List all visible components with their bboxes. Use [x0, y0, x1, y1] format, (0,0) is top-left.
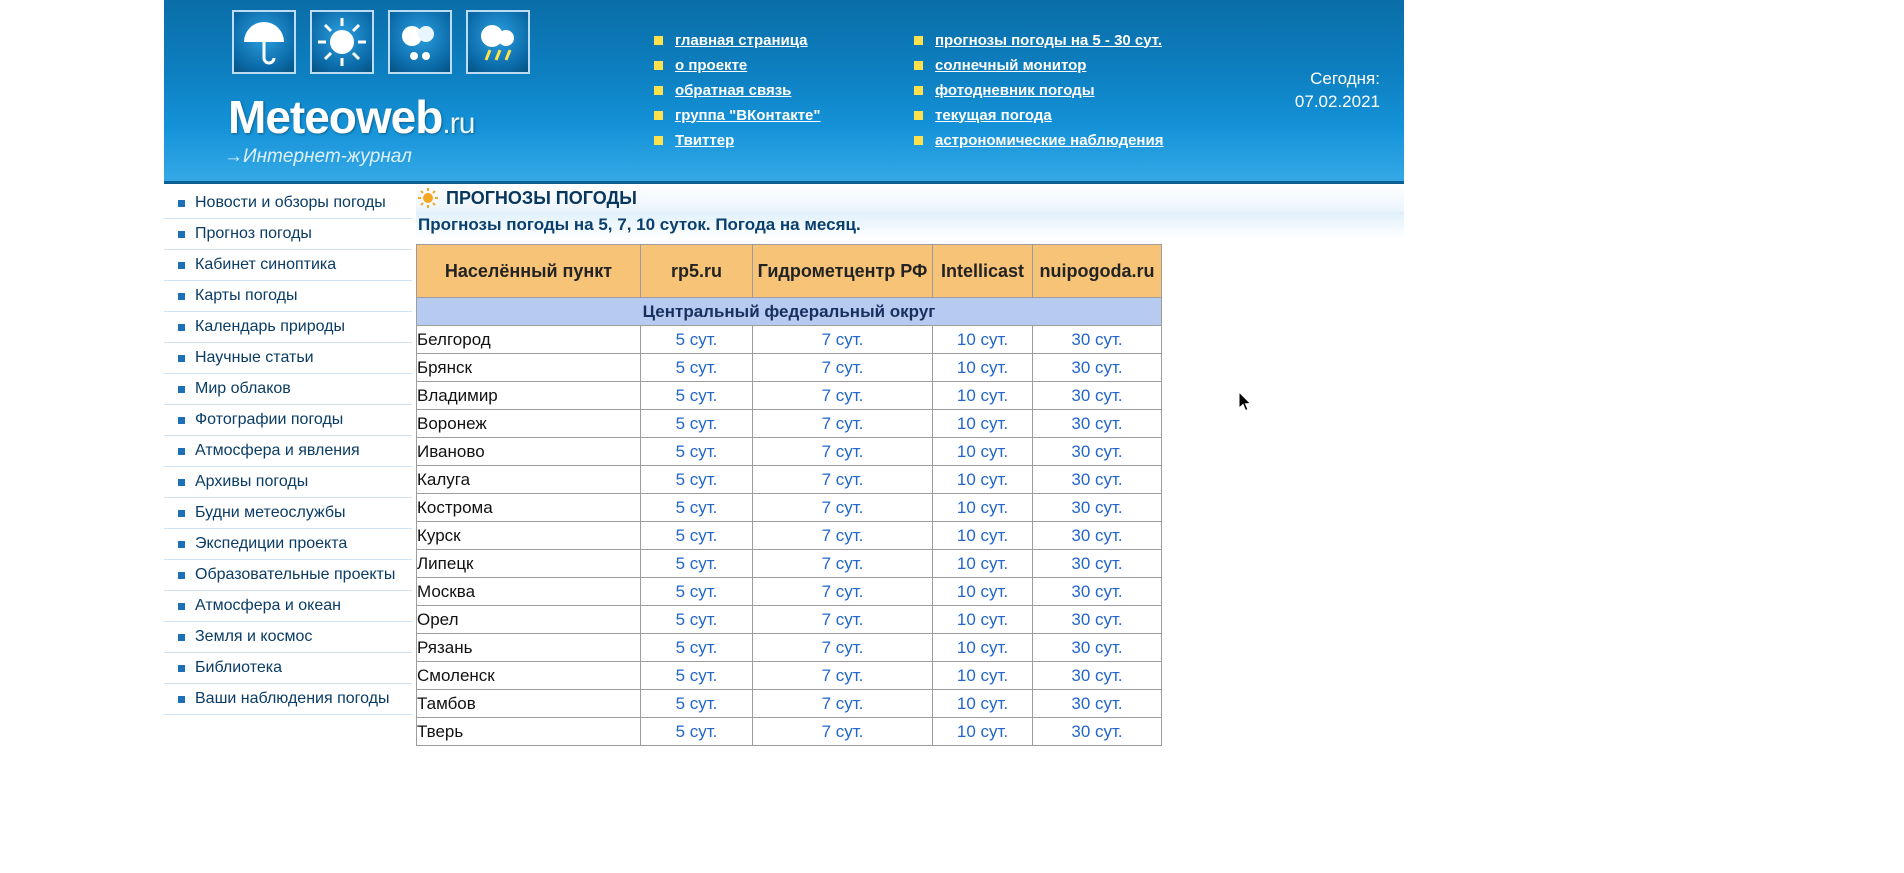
- forecast-link-5d[interactable]: 5 сут.: [675, 413, 718, 433]
- forecast-cell-hmc[interactable]: [753, 690, 933, 718]
- bullet-icon: [654, 111, 663, 120]
- forecast-cell-nuipogoda[interactable]: [1033, 550, 1162, 578]
- sidebar-item-label: Библиотека: [195, 659, 282, 676]
- table-row: [417, 718, 1162, 746]
- forecast-cell-hmc[interactable]: [753, 718, 933, 746]
- sidebar-item-label: Будни метеослужбы: [195, 504, 346, 521]
- city-name: Липецк: [417, 550, 641, 578]
- sidebar-item-earth-space[interactable]: [164, 622, 412, 653]
- sidebar-item-label: Образовательные проекты: [195, 566, 396, 583]
- forecast-cell-nuipogoda[interactable]: [1033, 690, 1162, 718]
- table-row: [417, 438, 1162, 466]
- sidebar-item-label: Кабинет синоптика: [195, 256, 337, 273]
- forecast-link-10d[interactable]: 10 сут.: [956, 665, 1009, 685]
- site-header: [164, 0, 1404, 184]
- sidebar-item-label: Земля и космос: [195, 628, 313, 645]
- forecast-link-7d[interactable]: 7 сут.: [821, 469, 864, 489]
- table-row: [417, 494, 1162, 522]
- sidebar-item-scientific-articles[interactable]: [164, 343, 412, 374]
- forecast-cell-intellicast[interactable]: [933, 382, 1033, 410]
- forecast-link-30d[interactable]: 30 сут.: [1071, 469, 1123, 489]
- forecast-link-7d[interactable]: 7 сут.: [821, 525, 864, 545]
- forecast-link-5d[interactable]: 5 сут.: [675, 553, 718, 573]
- nav-link-photo-diary[interactable]: фотодневник погоды: [935, 81, 1095, 99]
- city-name: Тверь: [417, 718, 641, 746]
- forecast-cell-rp5[interactable]: [641, 718, 753, 746]
- sidebar-item-weather-maps[interactable]: [164, 281, 412, 312]
- table-row: [417, 634, 1162, 662]
- sidebar-item-meteo-service-days[interactable]: [164, 498, 412, 529]
- forecast-cell-intellicast[interactable]: [933, 718, 1033, 746]
- sidebar-item-label: Мир облаков: [195, 380, 291, 397]
- nav-link-astronomy[interactable]: астрономические наблюдения: [935, 131, 1164, 149]
- forecast-link-30d[interactable]: 30 сут.: [1071, 553, 1123, 573]
- forecast-link-30d[interactable]: 30 сут.: [1071, 441, 1123, 461]
- forecast-link-7d[interactable]: 7 сут.: [821, 581, 864, 601]
- forecast-link-10d[interactable]: 10 сут.: [956, 553, 1009, 573]
- snowflake-icon: [388, 10, 452, 74]
- square-bullet-icon: [178, 510, 185, 517]
- forecast-cell-nuipogoda[interactable]: [1033, 634, 1162, 662]
- forecast-cell-nuipogoda[interactable]: [1033, 606, 1162, 634]
- forecast-link-7d[interactable]: 7 сут.: [821, 693, 864, 713]
- square-bullet-icon: [178, 696, 185, 703]
- table-row: [417, 410, 1162, 438]
- forecast-cell-intellicast[interactable]: [933, 606, 1033, 634]
- column-header-hydrometcentre: Гидрометцентр РФ: [753, 245, 933, 298]
- forecast-link-5d[interactable]: 5 сут.: [675, 721, 718, 741]
- forecast-cell-hmc[interactable]: [753, 606, 933, 634]
- forecast-link-30d[interactable]: 30 сут.: [1071, 665, 1123, 685]
- forecast-cell-hmc[interactable]: [753, 438, 933, 466]
- sidebar-item-label: Ваши наблюдения погоды: [195, 690, 390, 707]
- forecast-link-30d[interactable]: 30 сут.: [1071, 609, 1123, 629]
- forecast-link-10d[interactable]: 10 сут.: [956, 329, 1009, 349]
- sidebar-item-label: Календарь природы: [195, 318, 345, 335]
- forecast-cell-nuipogoda[interactable]: [1033, 410, 1162, 438]
- square-bullet-icon: [178, 603, 185, 610]
- square-bullet-icon: [178, 324, 185, 331]
- column-header-rp5: rp5.ru: [641, 245, 753, 298]
- column-header-settlement: Населённый пункт: [417, 245, 641, 298]
- page-title: [416, 184, 1404, 212]
- nav-link-vk-group[interactable]: группа "ВКонтакте": [675, 106, 821, 124]
- forecast-link-30d[interactable]: 30 сут.: [1071, 413, 1123, 433]
- city-name: Орел: [417, 606, 641, 634]
- square-bullet-icon: [178, 231, 185, 238]
- square-bullet-icon: [178, 293, 185, 300]
- sidebar-item-label: Экспедиции проекта: [195, 535, 348, 552]
- sidebar-item-label: Прогноз погоды: [195, 225, 312, 242]
- forecast-cell-rp5[interactable]: [641, 522, 753, 550]
- today-date-block: [1295, 68, 1380, 114]
- square-bullet-icon: [178, 355, 185, 362]
- forecast-link-10d[interactable]: 10 сут.: [956, 413, 1009, 433]
- forecast-link-7d[interactable]: 7 сут.: [821, 329, 864, 349]
- sun-icon: [310, 10, 374, 74]
- forecast-link-5d[interactable]: 5 сут.: [675, 469, 718, 489]
- header-nav-column-2: [914, 28, 1163, 153]
- forecast-cell-hmc[interactable]: [753, 494, 933, 522]
- table-row: [417, 382, 1162, 410]
- city-name: Курск: [417, 522, 641, 550]
- forecast-cell-rp5[interactable]: [641, 326, 753, 354]
- sidebar-item-educational-projects[interactable]: [164, 560, 412, 591]
- forecast-link-10d[interactable]: 10 сут.: [956, 469, 1009, 489]
- sidebar-item-weather-photos[interactable]: [164, 405, 412, 436]
- forecast-cell-rp5[interactable]: [641, 466, 753, 494]
- forecast-link-30d[interactable]: 30 сут.: [1071, 637, 1123, 657]
- sidebar-item-label: Фотографии погоды: [195, 411, 344, 428]
- sidebar-item-label: Новости и обзоры погоды: [195, 194, 386, 211]
- forecast-cell-rp5[interactable]: [641, 494, 753, 522]
- forecast-link-10d[interactable]: 10 сут.: [956, 637, 1009, 657]
- nav-item[interactable]: [914, 128, 1163, 152]
- forecast-cell-hmc[interactable]: [753, 382, 933, 410]
- forecast-cell-nuipogoda[interactable]: [1033, 494, 1162, 522]
- sidebar-item-cloud-world[interactable]: [164, 374, 412, 405]
- forecast-table: [416, 244, 1162, 746]
- forecast-cell-intellicast[interactable]: [933, 634, 1033, 662]
- forecast-link-30d[interactable]: 30 сут.: [1071, 497, 1123, 517]
- forecast-link-10d[interactable]: 10 сут.: [956, 609, 1009, 629]
- table-row: [417, 354, 1162, 382]
- forecast-link-7d[interactable]: 7 сут.: [821, 441, 864, 461]
- sidebar: [164, 188, 412, 715]
- header-nav-column-1: [654, 28, 821, 153]
- nav-item[interactable]: [914, 53, 1163, 77]
- forecast-cell-rp5[interactable]: [641, 578, 753, 606]
- city-name: Тамбов: [417, 690, 641, 718]
- forecast-cell-intellicast[interactable]: [933, 662, 1033, 690]
- forecast-link-7d[interactable]: 7 сут.: [821, 637, 864, 657]
- forecast-link-5d[interactable]: 5 сут.: [675, 609, 718, 629]
- forecast-link-30d[interactable]: 30 сут.: [1071, 693, 1123, 713]
- forecast-cell-intellicast[interactable]: [933, 354, 1033, 382]
- nav-item[interactable]: [654, 53, 821, 77]
- forecast-cell-hmc[interactable]: [753, 354, 933, 382]
- forecast-cell-rp5[interactable]: [641, 382, 753, 410]
- city-name: Владимир: [417, 382, 641, 410]
- square-bullet-icon: [178, 200, 185, 207]
- forecast-cell-rp5[interactable]: [641, 410, 753, 438]
- forecast-link-30d[interactable]: 30 сут.: [1071, 329, 1123, 349]
- header-icon-strip: [232, 10, 530, 74]
- forecast-link-10d[interactable]: 10 сут.: [956, 441, 1009, 461]
- forecast-cell-nuipogoda[interactable]: [1033, 438, 1162, 466]
- nav-link-current-weather[interactable]: текущая погода: [935, 106, 1052, 124]
- forecast-cell-intellicast[interactable]: [933, 578, 1033, 606]
- nav-link-about[interactable]: о проекте: [675, 56, 748, 74]
- forecast-cell-hmc[interactable]: [753, 550, 933, 578]
- forecast-link-7d[interactable]: 7 сут.: [821, 609, 864, 629]
- region-name: Центральный федеральный округ: [417, 298, 1162, 326]
- forecast-cell-nuipogoda[interactable]: [1033, 718, 1162, 746]
- forecast-cell-rp5[interactable]: [641, 606, 753, 634]
- forecast-link-7d[interactable]: 7 сут.: [821, 665, 864, 685]
- sidebar-item-nature-calendar[interactable]: [164, 312, 412, 343]
- column-header-nuipogoda: nuipogoda.ru: [1033, 245, 1162, 298]
- nav-link-solar-monitor[interactable]: солнечный монитор: [935, 56, 1087, 74]
- bullet-icon: [914, 111, 923, 120]
- city-name: Воронеж: [417, 410, 641, 438]
- forecast-link-10d[interactable]: 10 сут.: [956, 693, 1009, 713]
- sidebar-item-news[interactable]: [164, 188, 412, 219]
- forecast-cell-rp5[interactable]: [641, 690, 753, 718]
- square-bullet-icon: [178, 541, 185, 548]
- square-bullet-icon: [178, 417, 185, 424]
- bullet-icon: [654, 61, 663, 70]
- nav-link-forecasts[interactable]: прогнозы погоды на 5 - 30 сут.: [935, 31, 1162, 49]
- forecast-link-30d[interactable]: 30 сут.: [1071, 721, 1123, 741]
- sidebar-item-weather-archives[interactable]: [164, 467, 412, 498]
- sidebar-item-label: Научные статьи: [195, 349, 314, 366]
- square-bullet-icon: [178, 448, 185, 455]
- sidebar-item-expeditions[interactable]: [164, 529, 412, 560]
- forecast-cell-nuipogoda[interactable]: [1033, 382, 1162, 410]
- forecast-link-5d[interactable]: 5 сут.: [675, 329, 718, 349]
- sidebar-item-synoptic-office[interactable]: [164, 250, 412, 281]
- forecast-link-7d[interactable]: 7 сут.: [821, 357, 864, 377]
- forecast-cell-hmc[interactable]: [753, 662, 933, 690]
- square-bullet-icon: [178, 572, 185, 579]
- forecast-link-30d[interactable]: 30 сут.: [1071, 525, 1123, 545]
- sidebar-item-atmosphere-phenomena[interactable]: [164, 436, 412, 467]
- sidebar-item-label: Атмосфера и океан: [195, 597, 341, 614]
- today-label: Сегодня:: [1310, 69, 1380, 88]
- brand-suffix: .ru: [442, 107, 475, 140]
- forecast-link-5d[interactable]: 5 сут.: [675, 497, 718, 517]
- table-row: [417, 466, 1162, 494]
- forecast-link-10d[interactable]: 10 сут.: [956, 497, 1009, 517]
- forecast-link-5d[interactable]: 5 сут.: [675, 385, 718, 405]
- forecast-link-10d[interactable]: 10 сут.: [956, 721, 1009, 741]
- site-brand: [228, 90, 474, 144]
- forecast-cell-intellicast[interactable]: [933, 522, 1033, 550]
- table-row: [417, 606, 1162, 634]
- sidebar-item-your-observations[interactable]: [164, 684, 412, 715]
- forecast-cell-nuipogoda[interactable]: [1033, 326, 1162, 354]
- main-column: [416, 184, 1404, 746]
- table-row: [417, 522, 1162, 550]
- table-row: [417, 326, 1162, 354]
- forecast-link-5d[interactable]: 5 сут.: [675, 693, 718, 713]
- nav-item[interactable]: [654, 78, 821, 102]
- forecast-cell-rp5[interactable]: [641, 438, 753, 466]
- forecast-link-10d[interactable]: 10 сут.: [956, 385, 1009, 405]
- forecast-link-7d[interactable]: 7 сут.: [821, 385, 864, 405]
- region-header-row: [417, 298, 1162, 326]
- column-header-intellicast: Intellicast: [933, 245, 1033, 298]
- forecast-link-7d[interactable]: 7 сут.: [821, 413, 864, 433]
- city-name: Иваново: [417, 438, 641, 466]
- forecast-link-7d[interactable]: 7 сут.: [821, 721, 864, 741]
- content-area: [164, 184, 1404, 873]
- forecast-cell-intellicast[interactable]: [933, 550, 1033, 578]
- nav-item[interactable]: [914, 78, 1163, 102]
- forecast-cell-nuipogoda[interactable]: [1033, 354, 1162, 382]
- forecast-cell-rp5[interactable]: [641, 634, 753, 662]
- city-name: Смоленск: [417, 662, 641, 690]
- square-bullet-icon: [178, 479, 185, 486]
- square-bullet-icon: [178, 386, 185, 393]
- page-subtitle: Прогнозы погоды на 5, 7, 10 суток. Погода на месяц.: [416, 212, 1404, 238]
- forecast-cell-intellicast[interactable]: [933, 466, 1033, 494]
- forecast-link-5d[interactable]: 5 сут.: [675, 581, 718, 601]
- forecast-cell-nuipogoda[interactable]: [1033, 578, 1162, 606]
- forecast-link-30d[interactable]: 30 сут.: [1071, 357, 1123, 377]
- sidebar-item-atmosphere-ocean[interactable]: [164, 591, 412, 622]
- forecast-link-7d[interactable]: 7 сут.: [821, 497, 864, 517]
- forecast-cell-rp5[interactable]: [641, 354, 753, 382]
- bullet-icon: [914, 36, 923, 45]
- forecast-link-10d[interactable]: 10 сут.: [956, 525, 1009, 545]
- brand-name: Meteoweb: [228, 91, 443, 143]
- nav-item[interactable]: [654, 28, 821, 52]
- square-bullet-icon: [178, 665, 185, 672]
- today-date: 07.02.2021: [1294, 91, 1380, 111]
- forecast-cell-intellicast[interactable]: [933, 326, 1033, 354]
- forecast-cell-intellicast[interactable]: [933, 410, 1033, 438]
- sidebar-item-library[interactable]: [164, 653, 412, 684]
- forecast-cell-intellicast[interactable]: [933, 690, 1033, 718]
- bullet-icon: [654, 36, 663, 45]
- forecast-link-5d[interactable]: 5 сут.: [675, 637, 718, 657]
- square-bullet-icon: [178, 634, 185, 641]
- forecast-cell-hmc[interactable]: [753, 522, 933, 550]
- sidebar-item-label: Карты погоды: [195, 287, 298, 304]
- forecast-link-10d[interactable]: 10 сут.: [956, 581, 1009, 601]
- forecast-link-10d[interactable]: 10 сут.: [956, 357, 1009, 377]
- city-name: Рязань: [417, 634, 641, 662]
- city-name: Белгород: [417, 326, 641, 354]
- forecast-link-5d[interactable]: 5 сут.: [675, 357, 718, 377]
- forecast-cell-nuipogoda[interactable]: [1033, 466, 1162, 494]
- sidebar-item-forecast[interactable]: [164, 219, 412, 250]
- forecast-cell-nuipogoda[interactable]: [1033, 522, 1162, 550]
- sun-icon: [418, 188, 438, 208]
- nav-link-feedback[interactable]: обратная связь: [675, 81, 792, 99]
- forecast-link-7d[interactable]: 7 сут.: [821, 553, 864, 573]
- table-row: [417, 662, 1162, 690]
- bullet-icon: [654, 136, 663, 145]
- bullet-icon: [914, 136, 923, 145]
- nav-item[interactable]: [914, 103, 1163, 127]
- city-name: Калуга: [417, 466, 641, 494]
- forecast-cell-rp5[interactable]: [641, 662, 753, 690]
- site-header-wrapper: [164, 0, 1404, 184]
- table-row: [417, 550, 1162, 578]
- forecast-link-5d[interactable]: 5 сут.: [675, 441, 718, 461]
- city-name: Брянск: [417, 354, 641, 382]
- forecast-link-30d[interactable]: 30 сут.: [1071, 581, 1123, 601]
- forecast-cell-hmc[interactable]: [753, 410, 933, 438]
- bullet-icon: [914, 61, 923, 70]
- page-title-text: ПРОГНОЗЫ ПОГОДЫ: [446, 187, 637, 208]
- forecast-cell-hmc[interactable]: [753, 578, 933, 606]
- forecast-cell-intellicast[interactable]: [933, 438, 1033, 466]
- sidebar-item-label: Архивы погоды: [195, 473, 309, 490]
- forecast-cell-intellicast[interactable]: [933, 494, 1033, 522]
- nav-link-twitter[interactable]: Твиттер: [675, 131, 735, 149]
- umbrella-icon: [232, 10, 296, 74]
- nav-link-home[interactable]: главная страница: [675, 31, 808, 49]
- forecast-link-5d[interactable]: 5 сут.: [675, 525, 718, 545]
- bullet-icon: [654, 86, 663, 95]
- bullet-icon: [914, 86, 923, 95]
- forecast-cell-nuipogoda[interactable]: [1033, 662, 1162, 690]
- nav-item[interactable]: [914, 28, 1163, 52]
- sidebar-item-label: Атмосфера и явления: [195, 442, 360, 459]
- table-header-row: [417, 245, 1162, 298]
- square-bullet-icon: [178, 262, 185, 269]
- forecast-cell-hmc[interactable]: [753, 634, 933, 662]
- site-tagline: →Интернет-журнал: [224, 146, 412, 167]
- table-row: [417, 690, 1162, 718]
- forecast-link-30d[interactable]: 30 сут.: [1071, 385, 1123, 405]
- table-row: [417, 578, 1162, 606]
- forecast-cell-hmc[interactable]: [753, 466, 933, 494]
- nav-item[interactable]: [654, 128, 821, 152]
- forecast-link-5d[interactable]: 5 сут.: [675, 665, 718, 685]
- forecast-cell-rp5[interactable]: [641, 550, 753, 578]
- nav-item[interactable]: [654, 103, 821, 127]
- forecast-cell-hmc[interactable]: [753, 326, 933, 354]
- city-name: Кострома: [417, 494, 641, 522]
- city-name: Москва: [417, 578, 641, 606]
- rain-cloud-icon: [466, 10, 530, 74]
